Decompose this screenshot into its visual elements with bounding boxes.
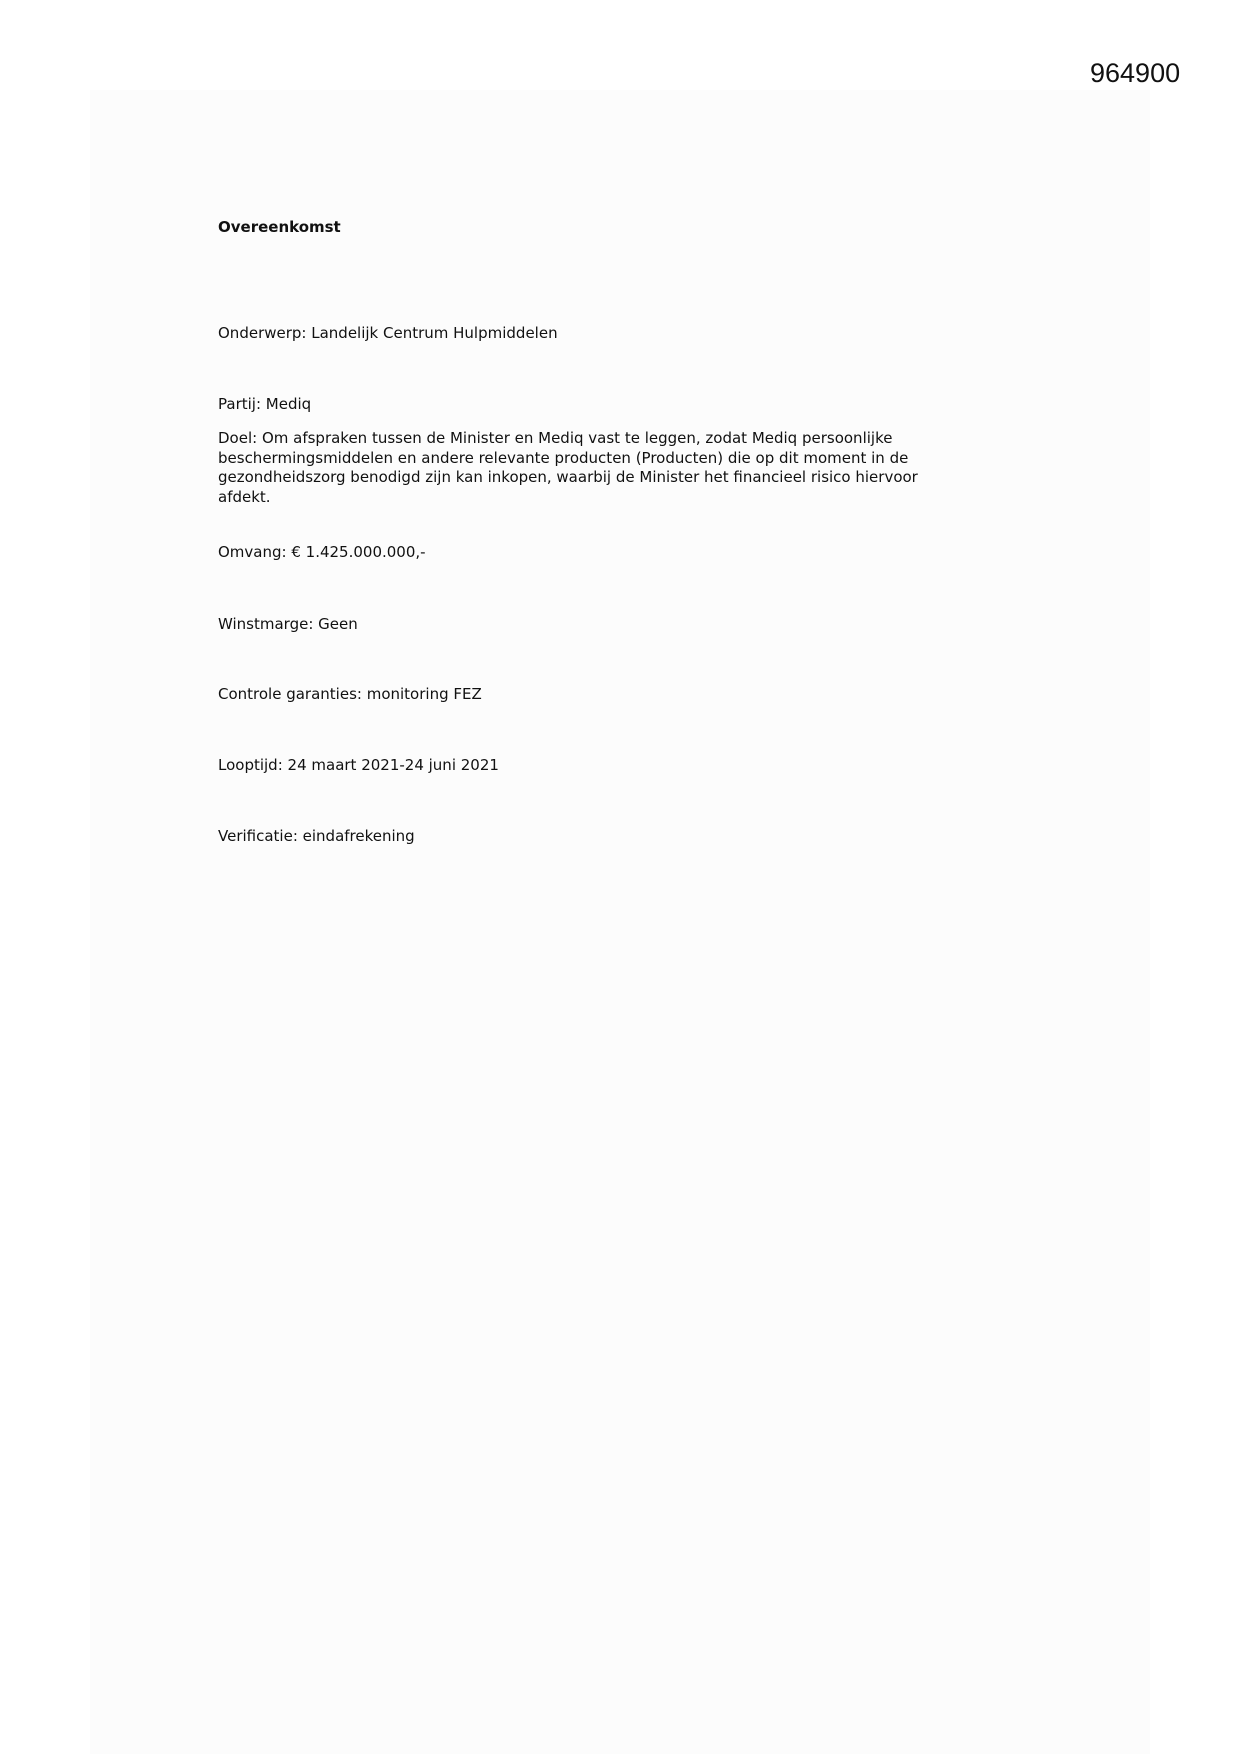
field-winstmarge: Winstmarge: Geen	[218, 615, 358, 633]
field-controle-garanties: Controle garanties: monitoring FEZ	[218, 685, 482, 703]
field-verificatie: Verificatie: eindafrekening	[218, 827, 415, 845]
field-partij: Partij: Mediq	[218, 395, 312, 413]
document-title: Overeenkomst	[218, 218, 341, 236]
document-number: 964900	[1090, 58, 1181, 88]
doel-line: gezondheidszorg benodigd zijn kan inkopen, waarbij de Minister het financieel risico hiervoor	[218, 468, 918, 486]
doel-line: Doel: Om afspraken tussen de Minister en Mediq vast te leggen, zodat Mediq persoonlijke	[218, 429, 893, 447]
field-doel	[218, 429, 918, 507]
doel-line: beschermingsmiddelen en andere relevante producten (Producten) die op dit moment in de	[218, 448, 909, 467]
field-onderwerp: Onderwerp: Landelijk Centrum Hulpmiddelen	[218, 324, 558, 342]
field-looptijd: Looptijd: 24 maart 2021-24 juni 2021	[218, 756, 499, 774]
field-omvang: Omvang: € 1.425.000.000,-	[218, 543, 426, 561]
doel-line: afdekt.	[218, 487, 271, 506]
